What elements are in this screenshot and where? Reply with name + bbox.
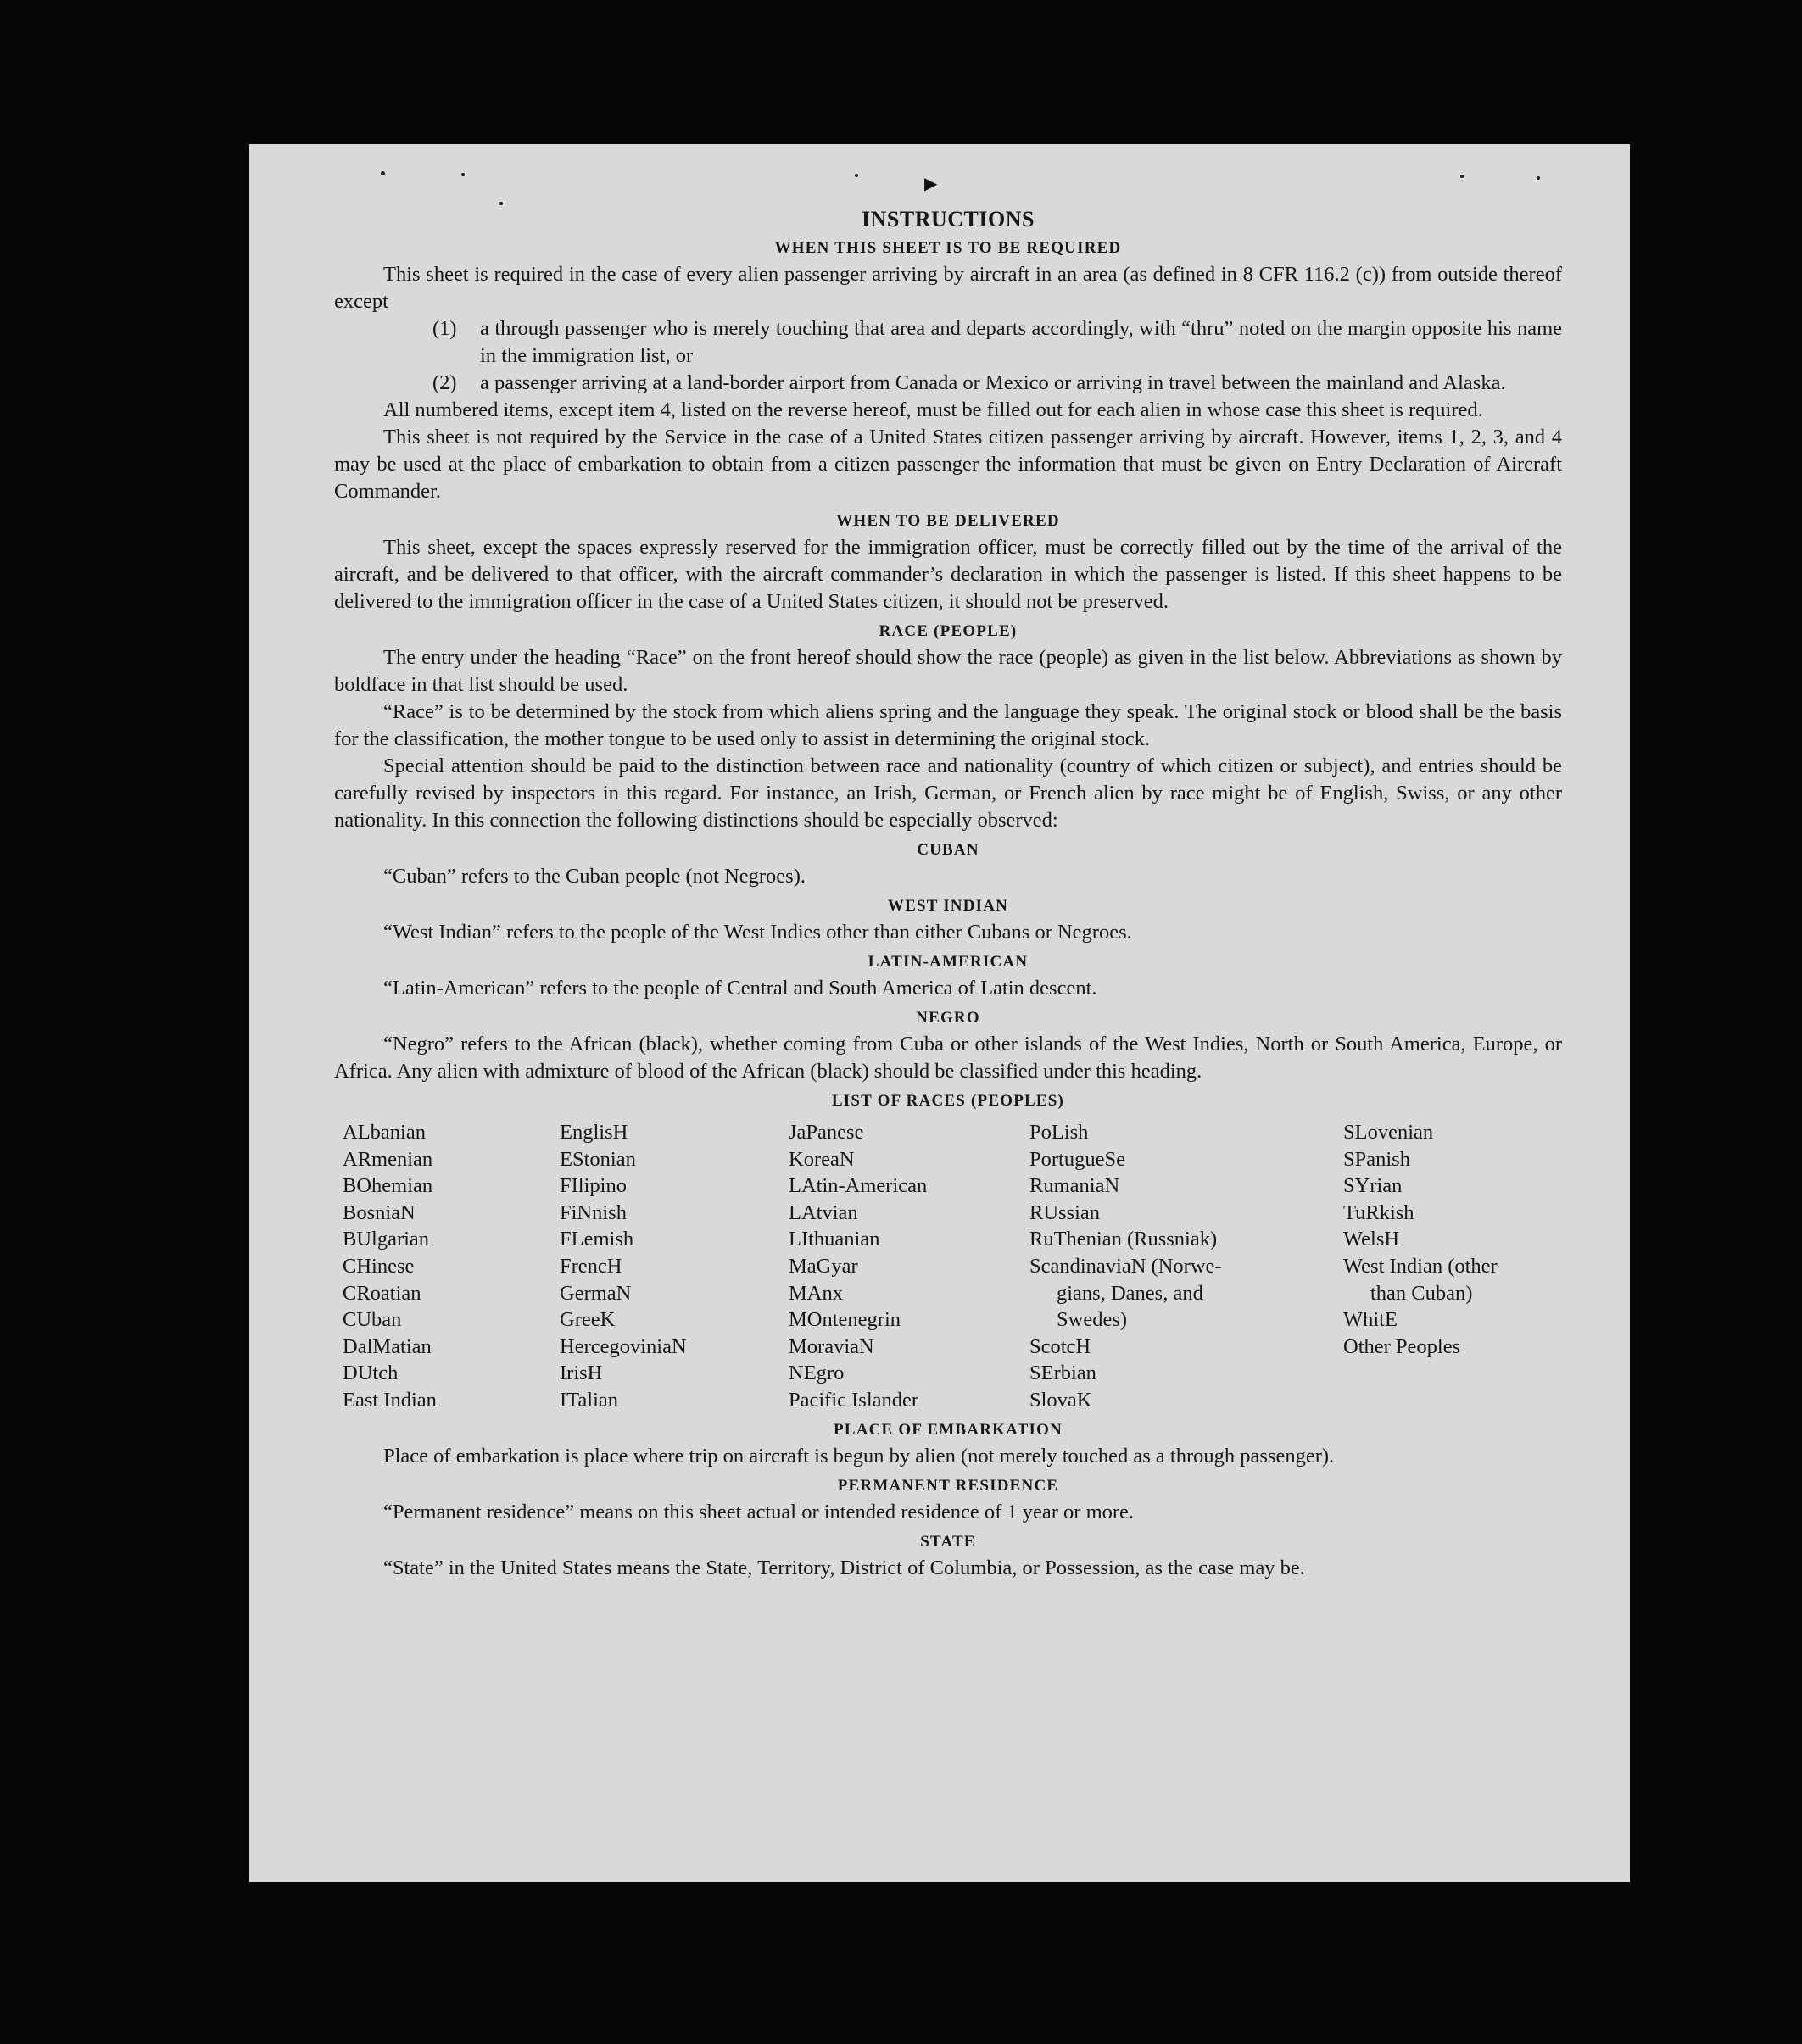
section-heading-list-of-races: LIST OF RACES (PEOPLES) — [831, 1092, 1065, 1110]
race-list — [343, 1119, 1562, 1414]
race-entry: DUtch — [343, 1362, 399, 1385]
paragraph: “Cuban” refers to the Cuban people (not Negroes). — [383, 865, 806, 888]
section-heading-negro: NEGRO — [916, 1009, 980, 1027]
race-column — [343, 1119, 560, 1414]
race-entry: FiNnish — [560, 1200, 627, 1224]
item-text: a through passenger who is merely touching that area and departs accordingly, with “thru” noted on the margin opposite his name in the immigration list, or — [480, 317, 1562, 367]
list-item — [432, 370, 1562, 397]
race-entry: MAnx — [789, 1281, 843, 1305]
race-entry: SPanish — [1343, 1147, 1410, 1171]
race-entry: GreeK — [560, 1308, 616, 1332]
race-entry: FLemish — [560, 1228, 634, 1251]
race-entry: RumaniaN — [1029, 1174, 1120, 1198]
race-entry: PortugueSe — [1029, 1147, 1125, 1171]
race-entry: BOhemian — [343, 1174, 433, 1198]
race-entry: BUlgarian — [343, 1228, 430, 1251]
section-heading-when-required: WHEN THIS SHEET IS TO BE REQUIRED — [774, 239, 1122, 257]
race-entry: PoLish — [1029, 1121, 1089, 1144]
paragraph: This sheet, except the spaces expressly reserved for the immigration officer, must be correctly filled out by the time of the arrival of the aircraft, and be delivered to that officer, with the aircraft commander’s declaration in which the passenger is listed. If this sheet happens to be delivered to the immigration officer in the case of a United States citizen, it should not be preserved. — [334, 536, 1562, 613]
section-heading-residence: PERMANENT RESIDENCE — [837, 1476, 1059, 1495]
section-heading-latin-american: LATIN-AMERICAN — [868, 953, 1029, 971]
race-entry: KoreaN — [789, 1147, 855, 1171]
paragraph: All numbered items, except item 4, listed on the reverse hereof, must be filled out for each alien in whose case this sheet is required. — [383, 398, 1483, 421]
race-entry: FrencH — [560, 1254, 622, 1278]
race-entry: West Indian (other — [1343, 1254, 1498, 1278]
race-entry: TuRkish — [1343, 1200, 1414, 1224]
race-entry: JaPanese — [789, 1121, 864, 1144]
race-entry: LAtin-American — [789, 1174, 928, 1198]
race-column — [1029, 1119, 1343, 1414]
race-entry: ARmenian — [343, 1147, 433, 1171]
race-entry: SlovaK — [1029, 1388, 1092, 1412]
race-entry: SYrian — [1343, 1174, 1403, 1198]
race-column — [560, 1119, 789, 1414]
race-entry: CRoatian — [343, 1281, 421, 1305]
section-heading-embarkation: PLACE OF EMBARKATION — [834, 1420, 1063, 1439]
paragraph: The entry under the heading “Race” on the front hereof should show the race (people) as given in the list below. Abbreviations as shown by boldface in that list should be used. — [334, 646, 1562, 696]
race-entry: CUban — [343, 1308, 402, 1332]
section-heading-state: STATE — [920, 1532, 976, 1551]
item-number: (1) — [432, 317, 457, 340]
race-entry-continuation: gians, Danes, and — [1057, 1281, 1203, 1305]
race-entry: EStonian — [560, 1147, 636, 1171]
paper-speck — [499, 202, 503, 205]
paper-speck — [461, 173, 465, 176]
paragraph: “Negro” refers to the African (black), whether coming from Cuba or other islands of the West Indies, North or South America, Europe, or Africa. Any alien with admixture of blood of the African (black) should be classified under this heading. — [334, 1033, 1562, 1083]
paper-speck — [381, 171, 385, 175]
paragraph: “Latin-American” refers to the people of Central and South America of Latin descent. — [383, 977, 1097, 1000]
race-entry: NEgro — [789, 1362, 845, 1385]
race-entry-continuation: Swedes) — [1057, 1308, 1128, 1332]
race-column — [789, 1119, 1029, 1414]
race-entry: FIlipino — [560, 1174, 627, 1198]
paper-speck — [855, 174, 858, 177]
section-heading-west-indian: WEST INDIAN — [887, 897, 1009, 915]
race-entry: MoraviaN — [789, 1334, 874, 1358]
race-entry: RuThenian (Russniak) — [1029, 1228, 1218, 1251]
race-entry: LAtvian — [789, 1200, 858, 1224]
paragraph: Special attention should be paid to the distinction between race and nationality (country of which citizen or subject), and entries should be carefully revised by inspectors in this regard. For instance, an Irish, German, or French alien by race might be of English, Swiss, or any other nationality. In this connection the following distinctions should be especially observed: — [334, 755, 1562, 832]
paper-speck — [1537, 176, 1540, 180]
race-entry: East Indian — [343, 1388, 437, 1412]
race-entry: LIthuanian — [789, 1228, 880, 1251]
race-entry: MOntenegrin — [789, 1308, 901, 1332]
race-entry-continuation: than Cuban) — [1370, 1281, 1473, 1305]
section-heading-cuban: CUBAN — [917, 841, 979, 859]
race-entry: CHinese — [343, 1254, 415, 1278]
race-entry: EnglisH — [560, 1121, 628, 1144]
race-entry: SLovenian — [1343, 1121, 1434, 1144]
race-column — [1343, 1119, 1555, 1414]
race-entry: ALbanian — [343, 1121, 426, 1144]
paragraph: This sheet is not required by the Service in the case of a United States citizen passenger arriving by aircraft. However, items 1, 2, 3, and 4 may be used at the place of embarkation to obtain from a citizen passenger the information that must be given on Entry Declaration of Aircraft Commander. — [334, 426, 1562, 503]
item-text: a passenger arriving at a land-border airport from Canada or Mexico or arriving in travel between the mainland and Alaska. — [480, 371, 1506, 394]
race-entry: BosniaN — [343, 1200, 416, 1224]
paragraph: “Race” is to be determined by the stock from which aliens spring and the language they speak. The original stock or blood shall be the basis for the classification, the mother tongue to be used only to assist in determining the original stock. — [334, 700, 1562, 750]
race-entry: IrisH — [560, 1362, 603, 1385]
race-entry: Other Peoples — [1343, 1334, 1461, 1358]
arrow-mark-icon: ▶ — [924, 175, 938, 193]
race-entry: GermaN — [560, 1281, 632, 1305]
race-entry: SErbian — [1029, 1362, 1096, 1385]
race-entry: ScandinaviaN (Norwe- — [1029, 1254, 1222, 1278]
item-number: (2) — [432, 371, 457, 394]
list-item — [432, 315, 1562, 370]
paper-speck — [1460, 175, 1464, 178]
race-entry: DalMatian — [343, 1334, 432, 1358]
paragraph: Place of embarkation is place where trip on aircraft is begun by alien (not merely touched as a through passenger). — [383, 1444, 1335, 1468]
paragraph: “West Indian” refers to the people of the West Indies other than either Cubans or Negroes. — [383, 921, 1132, 944]
page-title: INSTRUCTIONS — [862, 207, 1035, 231]
race-entry: HercegoviniaN — [560, 1334, 687, 1358]
race-entry: Pacific Islander — [789, 1388, 919, 1412]
section-heading-race: RACE (PEOPLE) — [879, 622, 1018, 640]
instruction-sheet — [249, 144, 1630, 1882]
race-entry: ScotcH — [1029, 1334, 1091, 1358]
race-entry: WhitE — [1343, 1308, 1398, 1332]
race-entry: MaGyar — [789, 1254, 858, 1278]
race-entry: ITalian — [560, 1388, 619, 1412]
paragraph: “State” in the United States means the State, Territory, District of Columbia, or Possession, as the case may be. — [383, 1556, 1305, 1579]
race-entry: WelsH — [1343, 1228, 1400, 1251]
section-heading-when-delivered: WHEN TO BE DELIVERED — [836, 512, 1060, 530]
paragraph: This sheet is required in the case of every alien passenger arriving by aircraft in an area (as defined in 8 CFR 116.2 (c)) from outside thereof except — [334, 263, 1562, 313]
paragraph: “Permanent residence” means on this sheet actual or intended residence of 1 year or more. — [383, 1500, 1135, 1523]
race-entry: RUssian — [1029, 1200, 1101, 1224]
